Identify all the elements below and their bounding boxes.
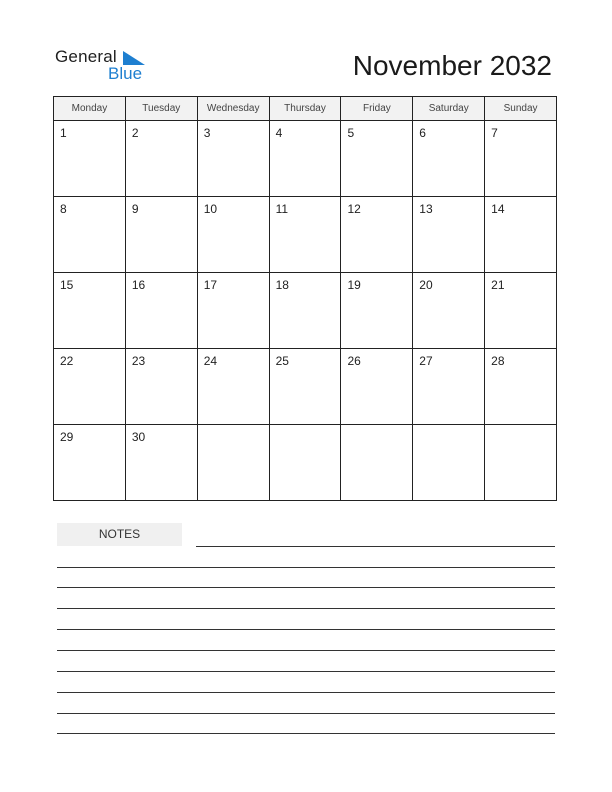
notes-line [57,713,555,714]
day-number: 30 [131,430,146,444]
day-number: 24 [203,354,218,368]
weekday-header: Thursday [270,97,342,120]
day-cell [198,273,270,348]
day-cell [341,197,413,272]
notes-line [57,608,555,609]
logo-blue-text: Blue [108,64,143,83]
day-cell [198,349,270,424]
day-number: 12 [347,202,361,216]
day-cell [54,197,126,272]
logo-general-text: General [55,47,117,66]
notes-line [57,567,555,568]
day-cell [341,349,413,424]
weekday-header: Monday [54,97,126,120]
weekday-header-row [54,97,556,121]
day-cell [54,425,126,501]
day-cell [270,349,342,424]
day-cell [413,273,485,348]
page-title: November 2032 [352,50,552,81]
weekday-header: Tuesday [126,97,198,120]
day-number: 7 [491,126,498,140]
notes-line [57,629,555,630]
day-cell [485,425,556,501]
day-number: 26 [347,354,361,368]
day-cell [270,121,342,196]
notes-line [57,671,555,672]
week-row [54,121,556,197]
day-cell [485,349,556,424]
weekday-header: Friday [341,97,413,120]
day-number: 29 [60,430,74,444]
day-cell [341,121,413,196]
day-number: 20 [419,278,433,292]
notes-line [57,650,555,651]
day-number: 5 [347,126,355,140]
week-row [54,349,556,425]
day-cell [198,121,270,196]
notes-line [57,587,555,588]
day-number: 2 [131,126,139,140]
day-number: 21 [491,278,505,292]
day-number: 11 [275,202,289,216]
day-cell [341,425,413,501]
day-cell [126,273,198,348]
day-number: 3 [203,126,211,140]
day-cell [198,197,270,272]
notes-line [196,546,555,547]
day-number: 28 [491,354,505,368]
day-number: 17 [203,278,218,292]
day-cell [413,349,485,424]
day-number: 1 [60,126,67,140]
day-number: 22 [60,354,74,368]
day-number: 25 [275,354,289,368]
week-row [54,273,556,349]
day-cell [270,425,342,501]
day-cell [341,273,413,348]
day-cell [126,197,198,272]
day-cell [413,425,485,501]
notes-label: NOTES [57,523,182,546]
day-number: 6 [419,126,426,140]
day-cell [126,121,198,196]
day-cell [126,425,198,501]
day-number: 18 [275,278,289,292]
day-number: 13 [419,202,433,216]
day-number: 19 [347,278,361,292]
day-cell [54,349,126,424]
day-cell [270,273,342,348]
day-cell [126,349,198,424]
notes-line [57,692,555,693]
day-cell [485,273,556,348]
weekday-header: Sunday [503,103,538,114]
notes-line [57,733,555,734]
day-number: 14 [491,202,505,216]
day-cell [54,121,126,196]
day-cell [198,425,270,501]
day-cell [413,197,485,272]
day-number: 4 [275,126,283,140]
day-number: 8 [60,202,67,216]
day-number: 9 [131,202,139,216]
calendar-grid [53,96,557,501]
weekday-header: Saturday [413,97,485,120]
day-cell [413,121,485,196]
day-cell [485,197,556,272]
day-number: 10 [203,202,218,216]
logo-triangle-icon [123,51,145,65]
weekday-header: Wednesday [198,97,270,120]
week-row [54,197,556,273]
day-cell [270,197,342,272]
day-number: 27 [419,354,433,368]
day-cell [485,121,556,196]
day-number: 15 [60,278,74,292]
day-number: 23 [131,354,146,368]
logo [55,47,150,83]
day-number: 16 [131,278,146,292]
week-row [54,425,556,501]
day-cell [54,273,126,348]
